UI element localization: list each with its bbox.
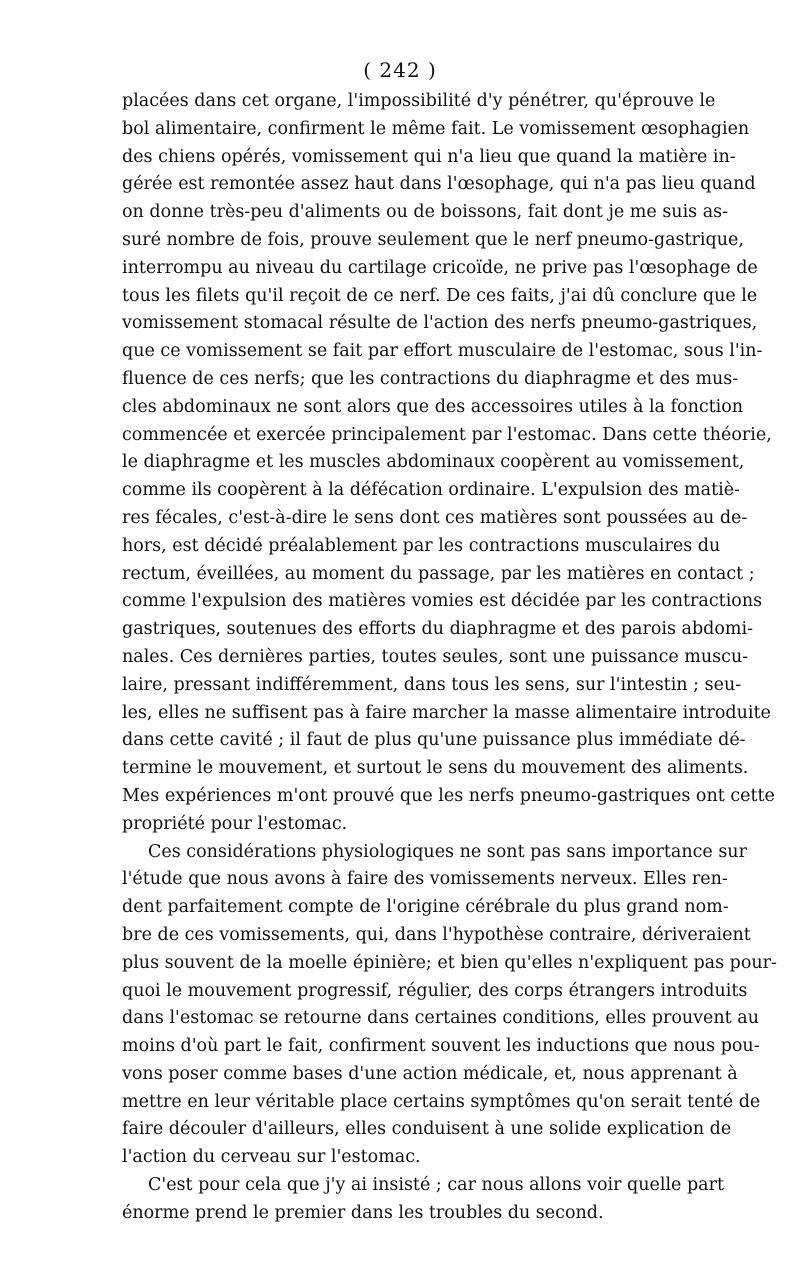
text-line: fluence de ces nerfs; que les contractions du diaphragme et des mus- [122, 368, 739, 389]
text-line: énorme prend le premier dans les troubles du second. [122, 1202, 604, 1223]
text-line: le diaphragme et les muscles abdominaux coopèrent au vomissement, [122, 452, 745, 473]
text-line: hors, est décidé préalablement par les contractions musculaires du [122, 535, 721, 556]
text-line: bre de ces vomissements, qui, dans l'hypothèse contraire, dériveraient [122, 924, 751, 945]
text-line: laire, pressant indifféremment, dans tous les sens, sur l'intestin ; seu- [122, 674, 742, 695]
page-number: ( 242 ) [363, 58, 437, 82]
text-line: tous les filets qu'il reçoit de ce nerf. De ces faits, j'ai dû conclure que le [122, 285, 758, 306]
text-line: gastriques, soutenues des efforts du diaphragme et des parois abdomi- [122, 619, 753, 640]
text-line: plus souvent de la moelle épinière; et bien qu'elles n'expliquent pas pour- [122, 952, 777, 973]
text-line: dans cette cavité ; il faut de plus qu'une puissance plus immédiate dé- [122, 730, 746, 751]
text-line: quoi le mouvement progressif, régulier, des corps étrangers introduits [122, 980, 748, 1001]
text-line: l'étude que nous avons à faire des vomissements nerveux. Elles ren- [122, 869, 728, 890]
text-line: nales. Ces dernières parties, toutes seules, sont une puissance muscu- [122, 646, 749, 667]
text-line: dent parfaitement compte de l'origine cérébrale du plus grand nom- [122, 897, 729, 918]
text-line: mettre en leur véritable place certains symptômes qu'on serait tenté de [122, 1091, 761, 1112]
paragraph [122, 88, 775, 839]
text-line: rectum, éveillées, au moment du passage, par les matières en contact ; [122, 563, 755, 584]
text-line: cles abdominaux ne sont alors que des accessoires utiles à la fonction [122, 396, 744, 417]
text-line: des chiens opérés, vomissement qui n'a lieu que quand la matière in- [122, 146, 736, 167]
text-line: faire découler d'ailleurs, elles conduisent à une solide explication de [122, 1119, 732, 1140]
text-line: les, elles ne suffisent pas à faire marcher la masse alimentaire introduite [122, 702, 771, 723]
text-line: C'est pour cela que j'y ai insisté ; car nous allons voir quelle part [148, 1175, 725, 1196]
body-text [122, 88, 777, 1228]
text-line: gérée est remontée assez haut dans l'œsophage, qui n'a pas lieu quand [122, 174, 756, 195]
text-line: interrompu au niveau du cartilage cricoïde, ne prive pas l'œsophage de [122, 257, 758, 278]
text-line: Ces considérations physiologiques ne sont pas sans importance sur [148, 841, 747, 862]
text-line: vons poser comme bases d'une action médicale, et, nous apprenant à [122, 1063, 738, 1084]
text-line: comme ils coopèrent à la défécation ordinaire. L'expulsion des matiè- [122, 480, 740, 501]
text-line: Mes expériences m'ont prouvé que les nerfs pneumo-gastriques ont cette [122, 785, 775, 806]
text-line: suré nombre de fois, prouve seulement que le nerf pneumo-gastrique, [122, 229, 744, 250]
text-line: termine le mouvement, et surtout le sens du mouvement des aliments. [122, 758, 749, 779]
text-line: propriété pour l'estomac. [122, 813, 348, 834]
text-line: res fécales, c'est-à-dire le sens dont ces matières sont poussées au de- [122, 507, 748, 528]
paragraph [122, 1172, 725, 1228]
paragraph [122, 839, 777, 1173]
text-line: bol alimentaire, confirment le même fait. Le vomissement œsophagien [122, 118, 750, 139]
text-line: l'action du cerveau sur l'estomac. [122, 1147, 421, 1168]
text-line: moins d'où part le fait, confirment souvent les inductions que nous pou- [122, 1036, 760, 1057]
text-line: comme l'expulsion des matières vomies est décidée par les contractions [122, 591, 763, 612]
text-line: commencée et exercée principalement par l'estomac. Dans cette théorie, [122, 424, 772, 445]
text-line: placées dans cet organe, l'impossibilité d'y pénétrer, qu'éprouve le [122, 91, 716, 111]
text-line: dans l'estomac se retourne dans certaines conditions, elles prouvent au [122, 1008, 759, 1029]
text-line: vomissement stomacal résulte de l'action des nerfs pneumo-gastriques, [122, 313, 758, 334]
text-line: que ce vomissement se fait par effort musculaire de l'estomac, sous l'in- [122, 341, 763, 362]
text-line: on donne très-peu d'aliments ou de boissons, fait dont je me suis as- [122, 202, 729, 223]
